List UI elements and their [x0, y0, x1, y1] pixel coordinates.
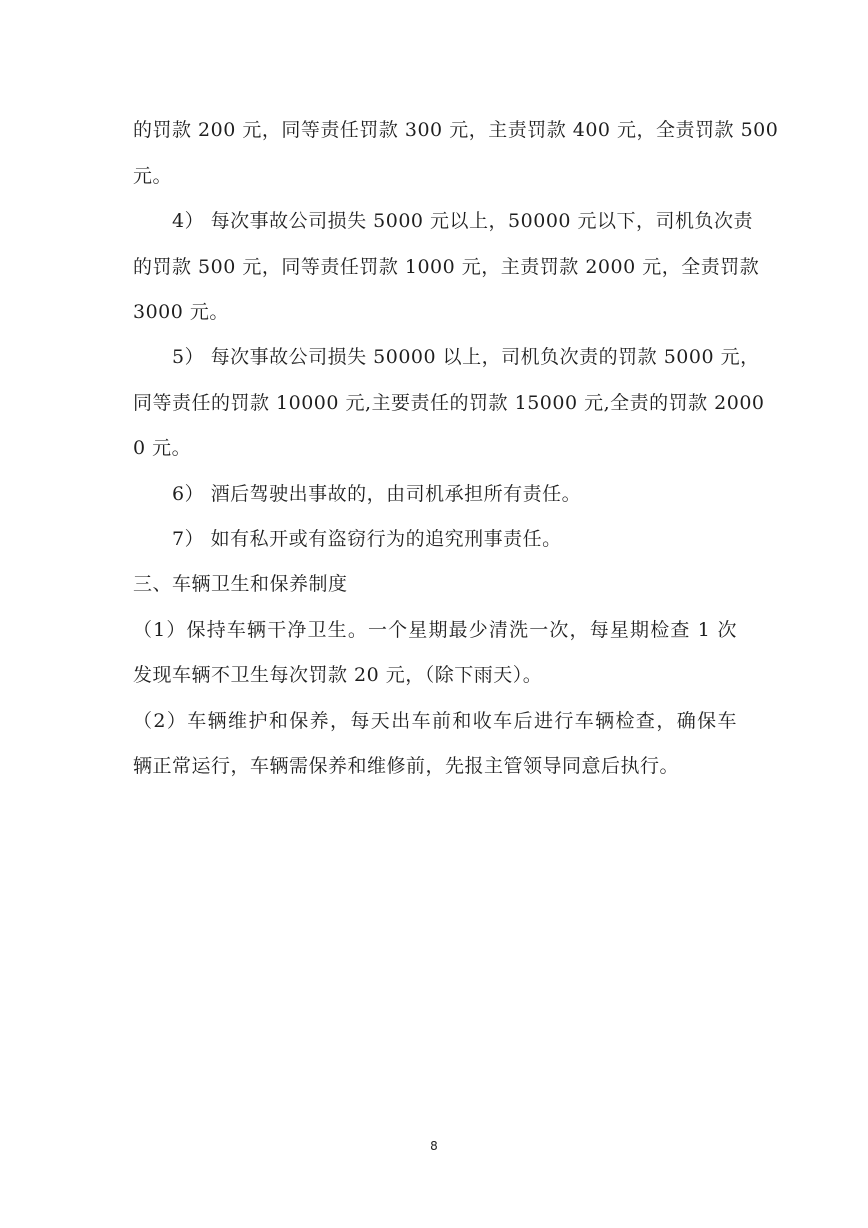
- paragraph-line: 同等责任的罚款 10000 元,主要责任的罚款 15000 元,全责的罚款 2000: [133, 392, 765, 414]
- paragraph-line: 的罚款 500 元，同等责任罚款 1000 元，主责罚款 2000 元，全责罚款: [133, 256, 760, 278]
- section-heading: 三、车辆卫生和保养制度: [133, 573, 348, 595]
- paragraph-line: 发现车辆不卫生每次罚款 20 元，（除下雨天）。: [133, 664, 543, 686]
- paragraph-line: （1）保持车辆干净卫生。一个星期最少清洗一次，每星期检查 1 次: [133, 619, 737, 641]
- page-number: 8: [430, 1139, 438, 1153]
- list-item-5-line: 5） 每次事故公司损失 50000 以上，司机负次责的罚款 5000 元，: [172, 346, 760, 368]
- paragraph-line: 元。: [133, 165, 173, 187]
- paragraph-line: 0 元。: [133, 437, 192, 459]
- list-item-6: 6） 酒后驾驶出事故的，由司机承担所有责任。: [172, 483, 582, 505]
- paragraph-line: 3000 元。: [133, 301, 229, 323]
- list-item-4-line: 4） 每次事故公司损失 5000 元以上，50000 元以下，司机负次责: [172, 210, 754, 232]
- paragraph-line: 的罚款 200 元，同等责任罚款 300 元，主责罚款 400 元，全责罚款 500: [133, 119, 779, 141]
- paragraph-line: （2）车辆维护和保养，每天出车前和收车后进行车辆检查，确保车: [133, 710, 737, 732]
- list-item-7: 7） 如有私开或有盗窃行为的追究刑事责任。: [172, 528, 562, 550]
- paragraph-line: 辆正常运行，车辆需保养和维修前，先报主管领导同意后执行。: [133, 755, 680, 777]
